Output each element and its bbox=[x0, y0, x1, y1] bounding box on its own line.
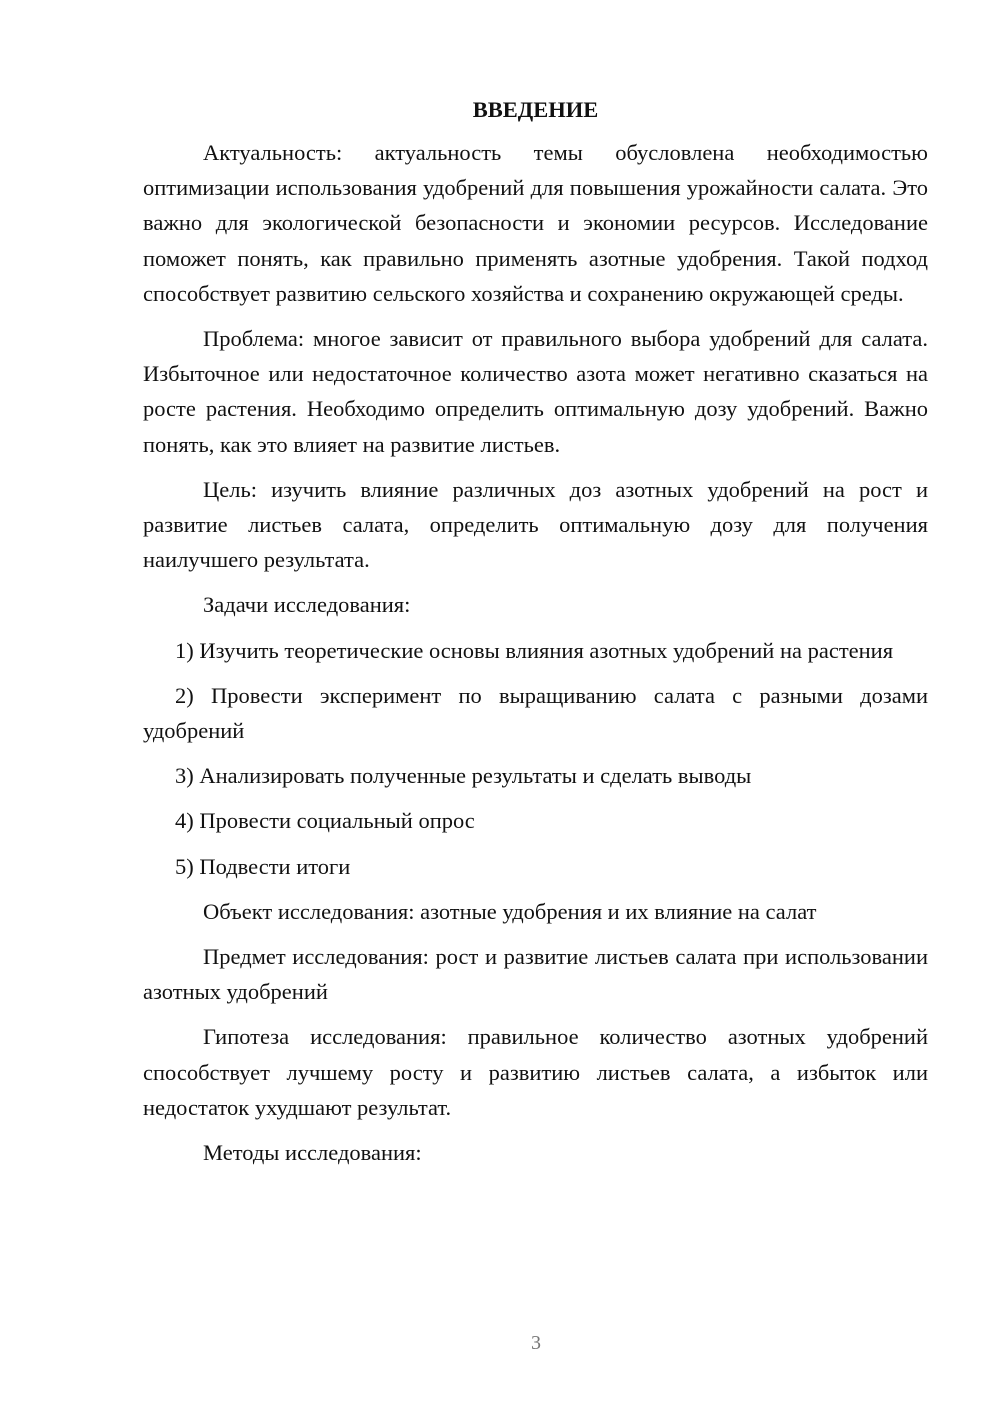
page-number: 3 bbox=[531, 1332, 541, 1354]
tasks-heading: Задачи исследования: bbox=[203, 592, 411, 618]
methods-heading: Методы исследования: bbox=[203, 1140, 422, 1166]
paragraph-relevance: Актуальность: актуальность темы обусловлена необходимостью оптимизации использования удобрений для повышения урожайности салата. Это важно для экологической безопасности и экономии ресурсов. Исследование поможет понять, как правильно применять азотные удобрения. Такой подход способствует развитию сельского хозяйства и сохранению окружающей среды. bbox=[143, 140, 928, 306]
task-item-2: 2) Провести эксперимент по выращиванию салата с разными дозами удобрений bbox=[143, 682, 928, 744]
task-item-1: 1) Изучить теоретические основы влияния азотных удобрений на растения bbox=[175, 637, 894, 663]
page-content bbox=[143, 92, 928, 1180]
paragraph-hypothesis: Гипотеза исследования: правильное количество азотных удобрений способствует лучшему росту и развитию листьев салата, а избыток или недостаток ухудшают результат. bbox=[143, 1024, 928, 1120]
section-title: ВВЕДЕНИЕ bbox=[472, 97, 599, 122]
paragraph-subject: Предмет исследования: рост и развитие листьев салата при использовании азотных удобрений bbox=[143, 944, 928, 1005]
paragraph-object: Объект исследования: азотные удобрения и их влияние на салат bbox=[203, 898, 817, 924]
task-item-5: 5) Подвести итоги bbox=[175, 853, 351, 879]
paragraph-problem: Проблема: многое зависит от правильного выбора удобрений для салата. Избыточное или недостаточное количество азота может негативно сказаться на росте растения. Необходимо определить оптимальную дозу удобрений. Важно понять, как это влияет на развитие листьев. bbox=[143, 326, 928, 457]
task-item-4: 4) Провести социальный опрос bbox=[175, 808, 475, 834]
paragraph-goal: Цель: изучить влияние различных доз азотных удобрений на рост и развитие листьев салата, определить оптимальную дозу для получения наилучшего результата. bbox=[143, 476, 928, 573]
task-item-3: 3) Анализировать полученные результаты и сделать выводы bbox=[175, 763, 752, 789]
